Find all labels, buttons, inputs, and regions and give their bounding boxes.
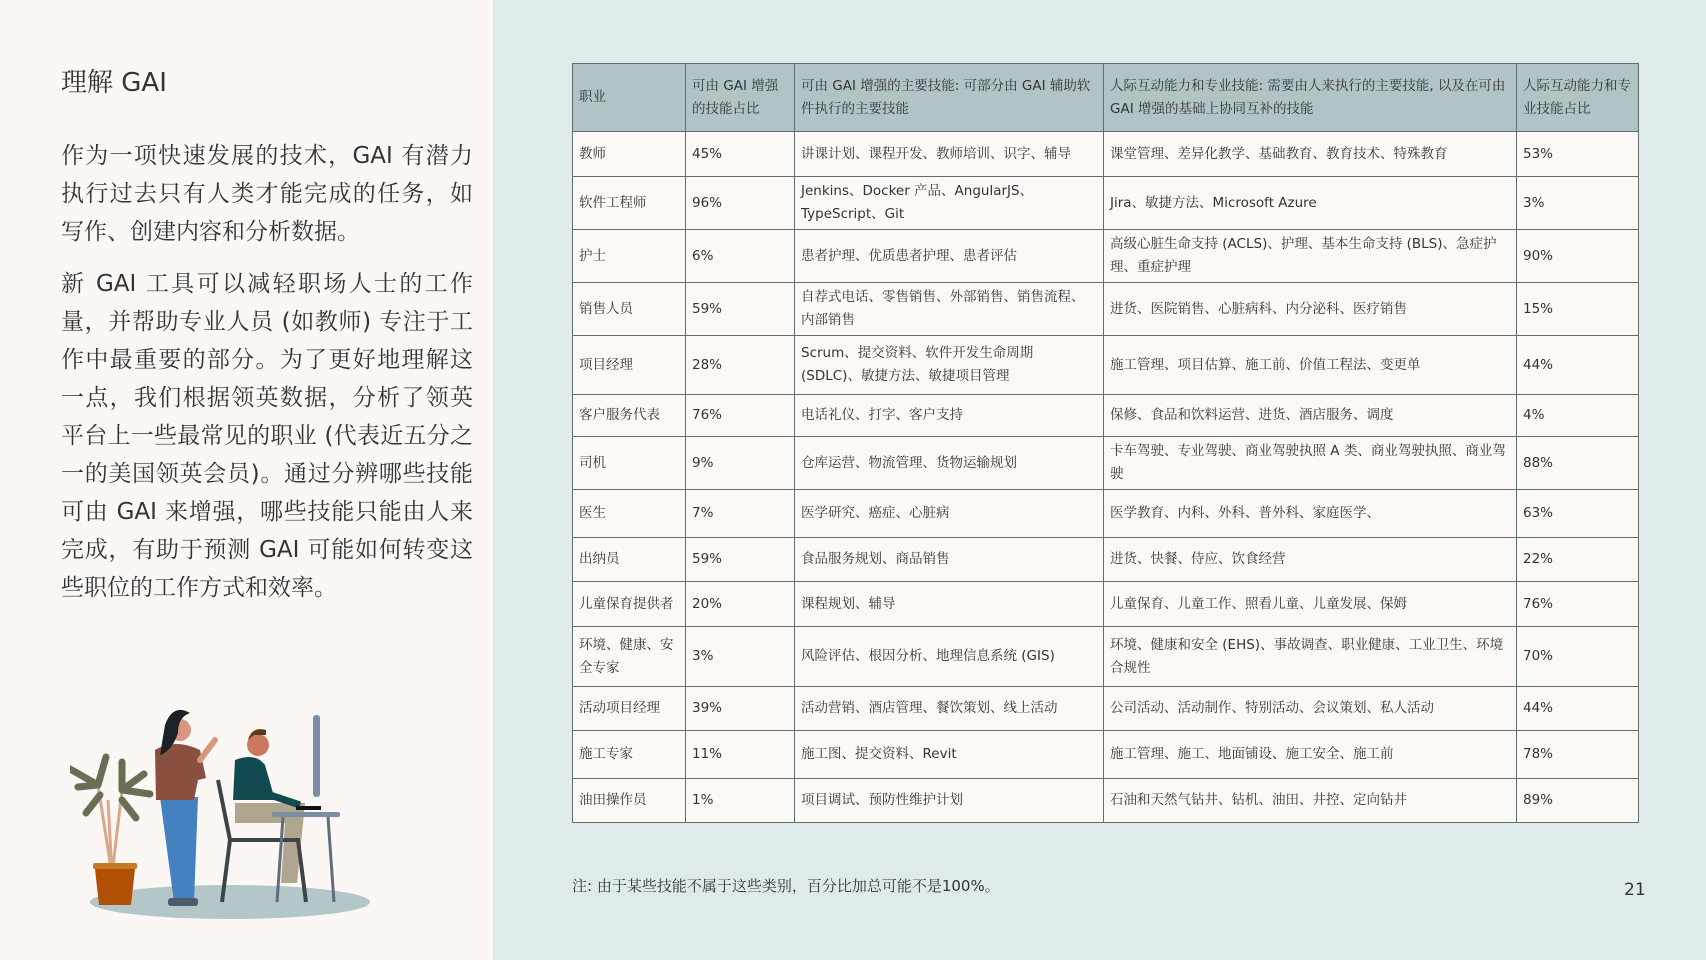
cell-human-skills: 高级心脏生命支持 (ACLS)、护理、基本生命支持 (BLS)、急症护理、重症护理: [1104, 230, 1517, 283]
cell-gai-share: 3%: [686, 627, 795, 687]
cell-human-skills: 保修、食品和饮料运营、进货、酒店服务、调度: [1104, 395, 1517, 437]
cell-human-skills: 医学教育、内科、外科、普外科、家庭医学、: [1104, 490, 1517, 538]
cell-human-share: 76%: [1517, 582, 1639, 627]
plant-icon: [70, 757, 150, 905]
header-occupation: 职业: [573, 64, 686, 132]
table-row: [573, 779, 1639, 823]
cell-human-share: 4%: [1517, 395, 1639, 437]
table-header-row: [573, 64, 1639, 132]
cell-occupation: 销售人员: [573, 283, 686, 336]
table-row: [573, 283, 1639, 336]
cell-occupation: 环境、健康、安全专家: [573, 627, 686, 687]
cell-occupation: 项目经理: [573, 336, 686, 395]
table-row: [573, 177, 1639, 230]
cell-human-skills: 施工管理、项目估算、施工前、价值工程法、变更单: [1104, 336, 1517, 395]
cell-human-share: 3%: [1517, 177, 1639, 230]
cell-occupation: 教师: [573, 132, 686, 177]
cell-gai-share: 76%: [686, 395, 795, 437]
cell-occupation: 客户服务代表: [573, 395, 686, 437]
table-row: [573, 582, 1639, 627]
cell-gai-skills: Jenkins、Docker 产品、AngularJS、TypeScript、Git: [795, 177, 1104, 230]
cell-gai-skills: 医学研究、癌症、心脏病: [795, 490, 1104, 538]
body-paragraph: 新 GAI 工具可以减轻职场人士的工作量，并帮助专业人员 (如教师) 专注于工作中最重要的部分。为了更好地理解这一点，我们根据领英数据，分析了领英平台上一些最常见的职业 (代表近五分之一的美国领英会员)。通过分辨哪些技能可由 GAI 来增强，哪些技能只能由人来完成，有助于预测 GAI 可能如何转变这些职位的工作方式和效率。: [61, 271, 473, 601]
cell-human-share: 78%: [1517, 731, 1639, 779]
cell-gai-skills: Scrum、提交资料、软件开发生命周期 (SDLC)、敏捷方法、敏捷项目管理: [795, 336, 1104, 395]
cell-gai-skills: 风险评估、根因分析、地理信息系统 (GIS): [795, 627, 1104, 687]
cell-human-skills: 石油和天然气钻井、钻机、油田、井控、定向钻井: [1104, 779, 1517, 823]
cell-gai-skills: 食品服务规划、商品销售: [795, 538, 1104, 582]
skills-table: [572, 63, 1639, 823]
standing-woman: [155, 710, 215, 906]
cell-occupation: 施工专家: [573, 731, 686, 779]
cell-gai-share: 6%: [686, 230, 795, 283]
cell-gai-share: 59%: [686, 538, 795, 582]
cell-human-share: 88%: [1517, 437, 1639, 490]
cell-gai-skills: 仓库运营、物流管理、货物运输规划: [795, 437, 1104, 490]
page-number: 21: [1624, 880, 1646, 900]
cell-gai-share: 45%: [686, 132, 795, 177]
cell-human-share: 63%: [1517, 490, 1639, 538]
cell-gai-skills: 活动营销、酒店管理、餐饮策划、线上活动: [795, 687, 1104, 731]
seated-man: [233, 729, 305, 883]
table-row: [573, 132, 1639, 177]
cell-gai-share: 39%: [686, 687, 795, 731]
cell-gai-skills: 讲课计划、课程开发、教师培训、识字、辅导: [795, 132, 1104, 177]
cell-occupation: 护士: [573, 230, 686, 283]
cell-gai-share: 7%: [686, 490, 795, 538]
cell-gai-share: 59%: [686, 283, 795, 336]
table-row: [573, 627, 1639, 687]
header-human-skills: 人际互动能力和专业技能: 需要由人来执行的主要技能, 以及在可由 GAI 增强的基础上协同互补的技能: [1104, 64, 1517, 132]
cell-human-share: 44%: [1517, 687, 1639, 731]
cell-gai-share: 1%: [686, 779, 795, 823]
cell-human-share: 90%: [1517, 230, 1639, 283]
page-title: 理解 GAI: [61, 68, 167, 98]
table-row: [573, 437, 1639, 490]
cell-human-share: 89%: [1517, 779, 1639, 823]
cell-gai-share: 20%: [686, 582, 795, 627]
cell-human-share: 70%: [1517, 627, 1639, 687]
cell-gai-skills: 项目调试、预防性维护计划: [795, 779, 1104, 823]
header-human-share: 人际互动能力和专业技能占比: [1517, 64, 1639, 132]
office-illustration: [70, 680, 390, 920]
cell-human-share: 53%: [1517, 132, 1639, 177]
cell-gai-skills: 自荐式电话、零售销售、外部销售、销售流程、内部销售: [795, 283, 1104, 336]
cell-human-skills: 卡车驾驶、专业驾驶、商业驾驶执照 A 类、商业驾驶执照、商业驾驶: [1104, 437, 1517, 490]
cell-occupation: 油田操作员: [573, 779, 686, 823]
cell-gai-skills: 施工图、提交资料、Revit: [795, 731, 1104, 779]
header-gai-share: 可由 GAI 增强的技能占比: [686, 64, 795, 132]
cell-gai-skills: 课程规划、辅导: [795, 582, 1104, 627]
table-row: [573, 538, 1639, 582]
cell-occupation: 医生: [573, 490, 686, 538]
cell-gai-share: 28%: [686, 336, 795, 395]
table-row: [573, 395, 1639, 437]
footnote: 注: 由于某些技能不属于这些类别，百分比加总可能不是100%。: [572, 877, 1000, 895]
cell-occupation: 软件工程师: [573, 177, 686, 230]
table-row: [573, 230, 1639, 283]
cell-gai-share: 96%: [686, 177, 795, 230]
cell-human-skills: 环境、健康和安全 (EHS)、事故调查、职业健康、工业卫生、环境合规性: [1104, 627, 1517, 687]
cell-gai-share: 11%: [686, 731, 795, 779]
left-panel: [0, 0, 493, 960]
cell-human-skills: Jira、敏捷方法、Microsoft Azure: [1104, 177, 1517, 230]
table-row: [573, 490, 1639, 538]
cell-gai-skills: 电话礼仪、打字、客户支持: [795, 395, 1104, 437]
cell-gai-skills: 患者护理、优质患者护理、患者评估: [795, 230, 1104, 283]
table-row: [573, 336, 1639, 395]
cell-human-skills: 课堂管理、差异化教学、基础教育、教育技术、特殊教育: [1104, 132, 1517, 177]
cell-human-skills: 进货、快餐、侍应、饮食经营: [1104, 538, 1517, 582]
cell-human-share: 44%: [1517, 336, 1639, 395]
cell-gai-share: 9%: [686, 437, 795, 490]
cell-human-share: 15%: [1517, 283, 1639, 336]
cell-human-skills: 公司活动、活动制作、特别活动、会议策划、私人活动: [1104, 687, 1517, 731]
header-gai-skills: 可由 GAI 增强的主要技能: 可部分由 GAI 辅助软件执行的主要技能: [795, 64, 1104, 132]
cell-occupation: 司机: [573, 437, 686, 490]
cell-human-skills: 儿童保育、儿童工作、照看儿童、儿童发展、保姆: [1104, 582, 1517, 627]
cell-occupation: 出纳员: [573, 538, 686, 582]
cell-human-skills: 进货、医院销售、心脏病科、内分泌科、医疗销售: [1104, 283, 1517, 336]
cell-human-share: 22%: [1517, 538, 1639, 582]
table-row: [573, 731, 1639, 779]
table-row: [573, 687, 1639, 731]
cell-occupation: 儿童保育提供者: [573, 582, 686, 627]
cell-occupation: 活动项目经理: [573, 687, 686, 731]
intro-paragraph: 作为一项快速发展的技术，GAI 有潜力执行过去只有人类才能完成的任务，如写作、创建内容和分析数据。: [61, 143, 473, 245]
cell-human-skills: 施工管理、施工、地面铺设、施工安全、施工前: [1104, 731, 1517, 779]
